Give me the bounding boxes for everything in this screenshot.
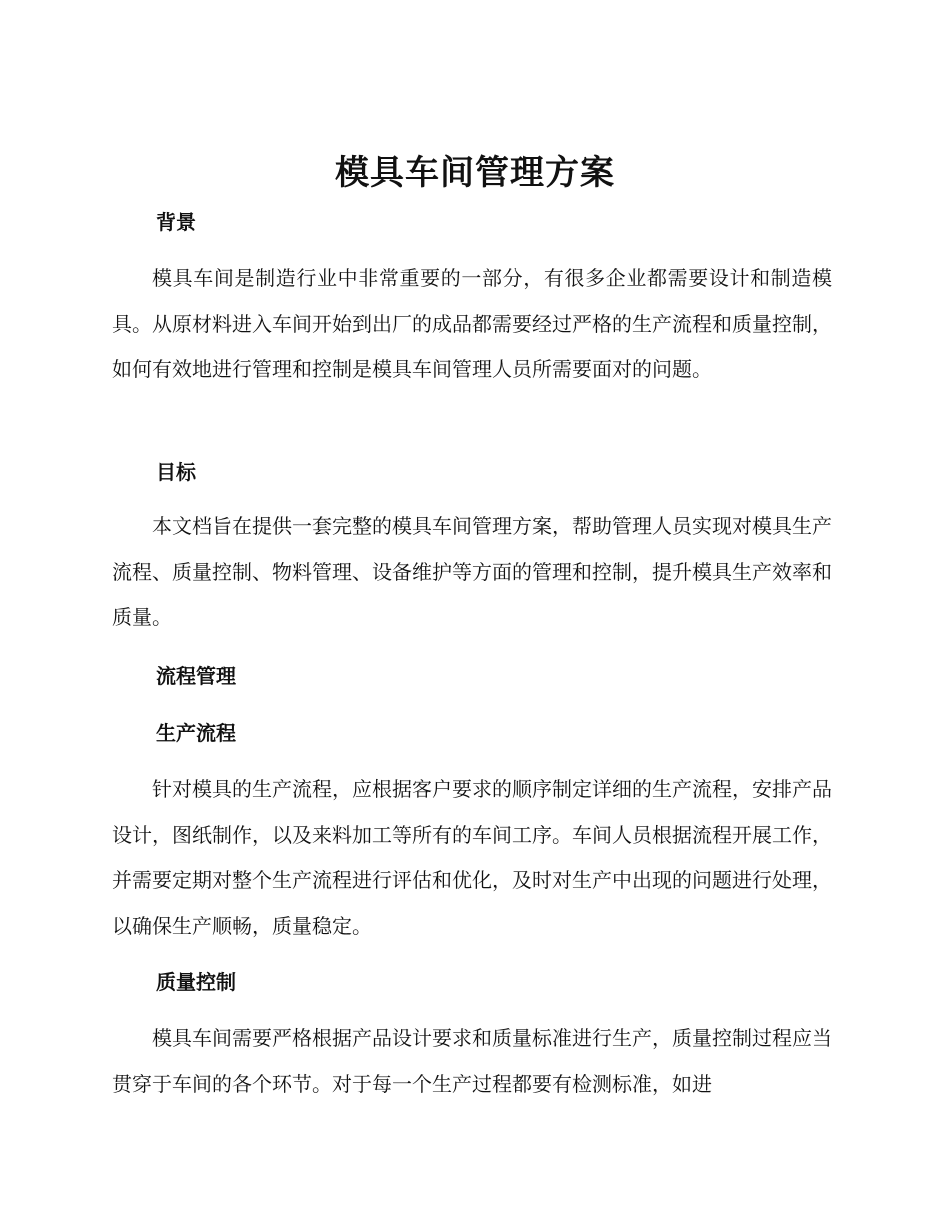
paragraph-goal: 本文档旨在提供一套完整的模具车间管理方案，帮助管理人员实现对模具生产流程、质量控制、物料管理、设备维护等方面的管理和控制，提升模具生产效率和质量。 [112, 514, 832, 629]
heading-quality-control: 质量控制 [156, 970, 236, 994]
heading-process-management: 流程管理 [156, 664, 236, 688]
heading-goal: 目标 [156, 460, 196, 484]
heading-production-process: 生产流程 [156, 721, 236, 745]
document-title: 模具车间管理方案 [335, 153, 615, 193]
paragraph-production-process: 针对模具的生产流程，应根据客户要求的顺序制定详细的生产流程，安排产品设计，图纸制作，以及来料加工等所有的车间工序。车间人员根据流程开展工作，并需要定期对整个生产流程进行评估和优化，及时对生产中出现的问题进行处理，以确保生产顺畅，质量稳定。 [112, 777, 832, 938]
paragraph-quality-control: 模具车间需要严格根据产品设计要求和质量标准进行生产，质量控制过程应当贯穿于车间的各个环节。对于每一个生产过程都要有检测标准，如进 [112, 1026, 832, 1096]
paragraph-background: 模具车间是制造行业中非常重要的一部分，有很多企业都需要设计和制造模具。从原材料进入车间开始到出厂的成品都需要经过严格的生产流程和质量控制，如何有效地进行管理和控制是模具车间管理人员所需要面对的问题。 [112, 266, 832, 381]
heading-background: 背景 [156, 210, 196, 234]
